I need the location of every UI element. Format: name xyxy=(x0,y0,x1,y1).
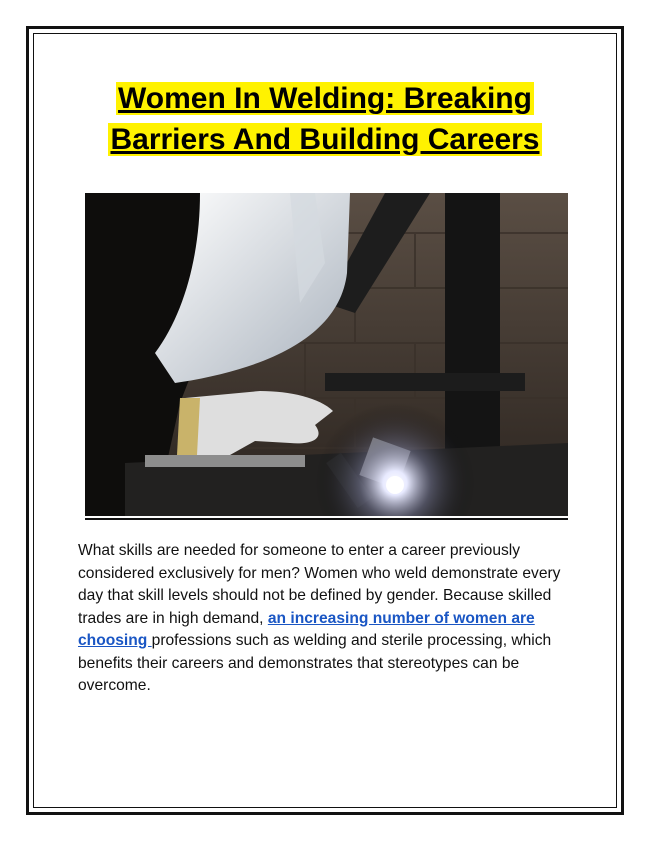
body-text-intro: What skills are needed for someone to enter a career previously considered exclusively for men? Women who weld demonstrate every day that skill levels should not be defined by gender. Because skilled trades are in high demand, xyxy=(78,542,561,627)
body-paragraph xyxy=(78,540,578,698)
increasing-women-link[interactable]: an increasing number of women are choosing xyxy=(78,609,535,649)
welding-photo xyxy=(85,193,568,516)
page-title xyxy=(60,78,590,160)
title-line-1: Women In Welding: Breaking xyxy=(118,82,532,115)
body-text-conclusion: professions such as welding and sterile processing, which benefits their careers and demonstrates that stereotypes can be overcome. xyxy=(78,632,552,694)
image-divider xyxy=(85,518,568,520)
title-line-2: Barriers And Building Careers xyxy=(110,123,540,156)
